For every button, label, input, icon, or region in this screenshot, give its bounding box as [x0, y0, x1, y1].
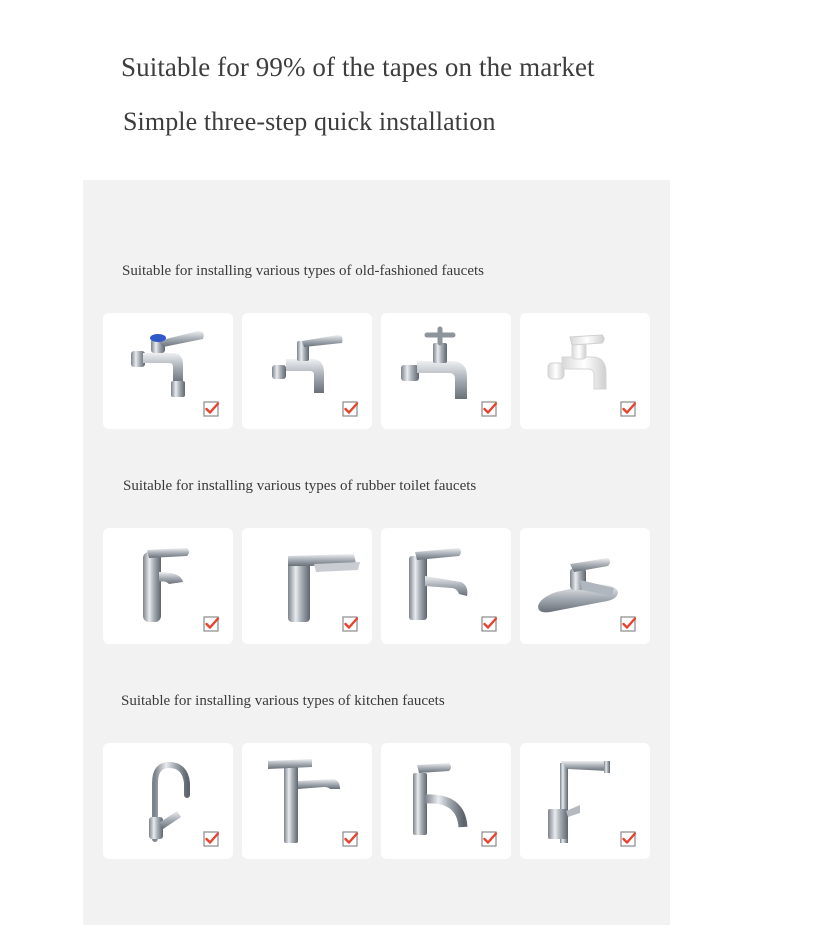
checkmark-icon [620, 401, 636, 417]
compatibility-panel [83, 180, 670, 925]
checkmark-icon [342, 401, 358, 417]
row-basin-faucets [103, 528, 650, 644]
faucet-card [520, 743, 650, 859]
checkmark-icon [342, 616, 358, 632]
faucet-card [381, 528, 511, 644]
faucet-card [381, 743, 511, 859]
section-title-kitchen: Suitable for installing various types of kitchen faucets [121, 693, 445, 709]
faucet-card [242, 313, 372, 429]
section-title-rubber-toilet: Suitable for installing various types of rubber toilet faucets [123, 478, 477, 494]
checkmark-icon [481, 401, 497, 417]
checkmark-icon [203, 401, 219, 417]
checkmark-icon [481, 616, 497, 632]
section-title-old-fashioned: Suitable for installing various types of old-fashioned faucets [122, 263, 484, 279]
headline-installation: Simple three-step quick installation [123, 107, 496, 136]
faucet-card [242, 528, 372, 644]
faucet-card [520, 313, 650, 429]
row-old-fashioned-faucets [103, 313, 650, 429]
faucet-card [381, 313, 511, 429]
faucet-card [103, 528, 233, 644]
row-kitchen-faucets [103, 743, 650, 859]
faucet-card [103, 743, 233, 859]
faucet-card [242, 743, 372, 859]
checkmark-icon [342, 831, 358, 847]
faucet-card [103, 313, 233, 429]
headline-compatibility: Suitable for 99% of the tapes on the market [121, 52, 595, 82]
checkmark-icon [620, 831, 636, 847]
checkmark-icon [203, 831, 219, 847]
faucet-card [520, 528, 650, 644]
checkmark-icon [203, 616, 219, 632]
checkmark-icon [481, 831, 497, 847]
checkmark-icon [620, 616, 636, 632]
